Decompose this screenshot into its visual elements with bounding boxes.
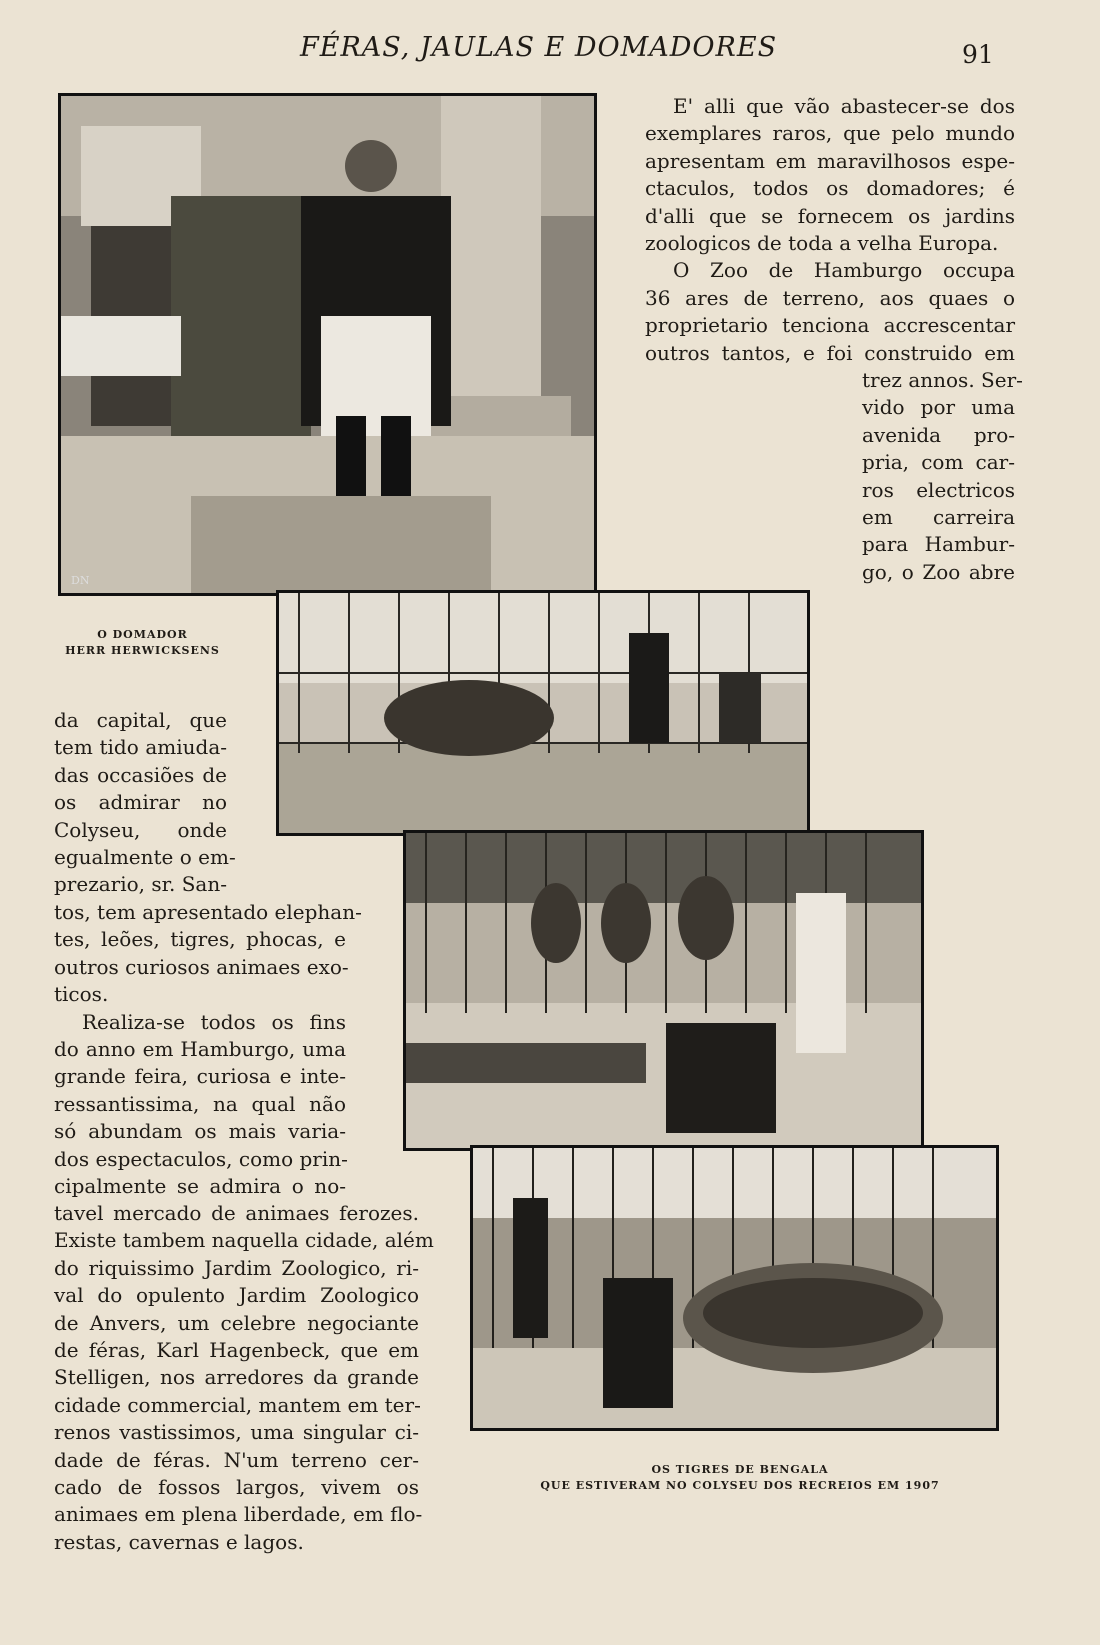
text-line: dade de féras. N'um terreno cer- — [54, 1447, 419, 1472]
text-line: zoologicos de toda a velha Europa. — [645, 231, 999, 256]
text-line: val do opulento Jardim Zoologico — [54, 1283, 419, 1308]
text-line: cado de fossos largos, vivem os — [54, 1475, 419, 1500]
text-line: de féras, Karl Hagenbeck, que em — [54, 1338, 419, 1363]
text-line: pria, com car- — [862, 450, 1015, 475]
text-line: do anno em Hamburgo, uma — [54, 1037, 346, 1062]
photo-bengal-tiger — [470, 1145, 999, 1431]
text-line: vido por uma — [862, 395, 1015, 420]
text-line: apresentam em maravilhosos espe- — [645, 148, 1015, 173]
text-line: ticos. — [54, 982, 109, 1007]
text-line: d'alli que se fornecem os jardins — [645, 203, 1015, 228]
text-line: E' alli que vão abastecer-se dos — [673, 94, 1015, 118]
text-line: outros curiosos animaes exo- — [54, 954, 349, 979]
text-line: só abundam os mais varia- — [54, 1119, 346, 1144]
text-line: Colyseu, onde — [54, 817, 227, 842]
text-line: go, o Zoo abre — [862, 559, 1015, 584]
caption-tamer-line: O DOMADOR — [97, 628, 188, 641]
text-column-left-bottom — [54, 1200, 434, 1556]
text-line: restas, cavernas e lagos. — [54, 1529, 304, 1554]
text-line: ctaculos, todos os domadores; é — [645, 176, 1015, 201]
text-line: tos, tem apresentado elephan- — [54, 900, 362, 924]
photo-tiger-ring — [276, 590, 810, 836]
text-line: ros electricos — [862, 477, 1015, 502]
text-line: 36 ares de terreno, aos quaes o — [645, 285, 1015, 310]
text-line: em carreira — [862, 505, 1015, 530]
text-line: exemplares raros, que pelo mundo — [645, 121, 1015, 146]
caption-tigers — [540, 1462, 940, 1494]
photo-tigers-pedestals — [403, 830, 924, 1151]
text-line: avenida pro- — [862, 422, 1015, 447]
text-line: cidade commercial, mantem em ter- — [54, 1392, 421, 1417]
running-header — [0, 30, 1100, 70]
caption-tigers-line: OS TIGRES DE BENGALA — [651, 1463, 829, 1476]
caption-tamer-line: HERR HERWICKSENS — [65, 644, 220, 657]
text-line: prezario, sr. San- — [54, 872, 227, 897]
text-column-left-narrow — [54, 707, 236, 899]
text-line: tes, leões, tigres, phocas, e — [54, 927, 346, 952]
page-number: 91 — [962, 40, 994, 69]
text-line: da capital, que — [54, 708, 227, 732]
text-line: Realiza-se todos os fins — [82, 1009, 346, 1034]
text-column-right-narrow — [862, 367, 1023, 586]
text-line: das occasiões de — [54, 762, 227, 787]
text-line: trez annos. Ser- — [862, 368, 1023, 392]
text-line: tem tido amiuda- — [54, 735, 227, 760]
text-line: tavel mercado de animaes ferozes. — [54, 1201, 419, 1225]
text-line: Existe tambem naquella cidade, além — [54, 1228, 434, 1253]
text-line: do riquissimo Jardim Zoologico, ri- — [54, 1255, 419, 1280]
text-line: grande feira, curiosa e inte- — [54, 1064, 346, 1089]
text-line: proprietario tenciona accrescentar — [645, 313, 1015, 338]
text-line: egualmente o em- — [54, 845, 236, 870]
text-line: dos espectaculos, como prin- — [54, 1146, 348, 1171]
text-column-right-top — [645, 93, 1015, 367]
text-line: cipalmente se admira o no- — [54, 1174, 346, 1199]
text-line: outros tantos, e foi construido em — [645, 340, 1015, 365]
photo-monogram: DN — [71, 574, 90, 587]
text-line: de Anvers, um celebre negociante — [54, 1310, 419, 1335]
text-line: O Zoo de Hamburgo occupa — [673, 258, 1015, 283]
text-line: ressantissima, na qual não — [54, 1091, 346, 1116]
text-line: renos vastissimos, uma singular ci- — [54, 1420, 419, 1445]
text-column-left-mid — [54, 899, 362, 1200]
running-title: FÉRAS, JAULAS E DOMADORES — [300, 32, 778, 63]
caption-tamer — [60, 627, 225, 659]
text-line: os admirar no — [54, 790, 227, 815]
text-line: Stelligen, nos arredores da grande — [54, 1365, 419, 1390]
text-line: para Hambur- — [862, 532, 1015, 557]
caption-tigers-line: QUE ESTIVERAM NO COLYSEU DOS RECREIOS EM 1907 — [540, 1479, 940, 1492]
text-line: animaes em plena liberdade, em flo- — [54, 1502, 423, 1527]
photo-tamer-portrait — [58, 93, 597, 596]
